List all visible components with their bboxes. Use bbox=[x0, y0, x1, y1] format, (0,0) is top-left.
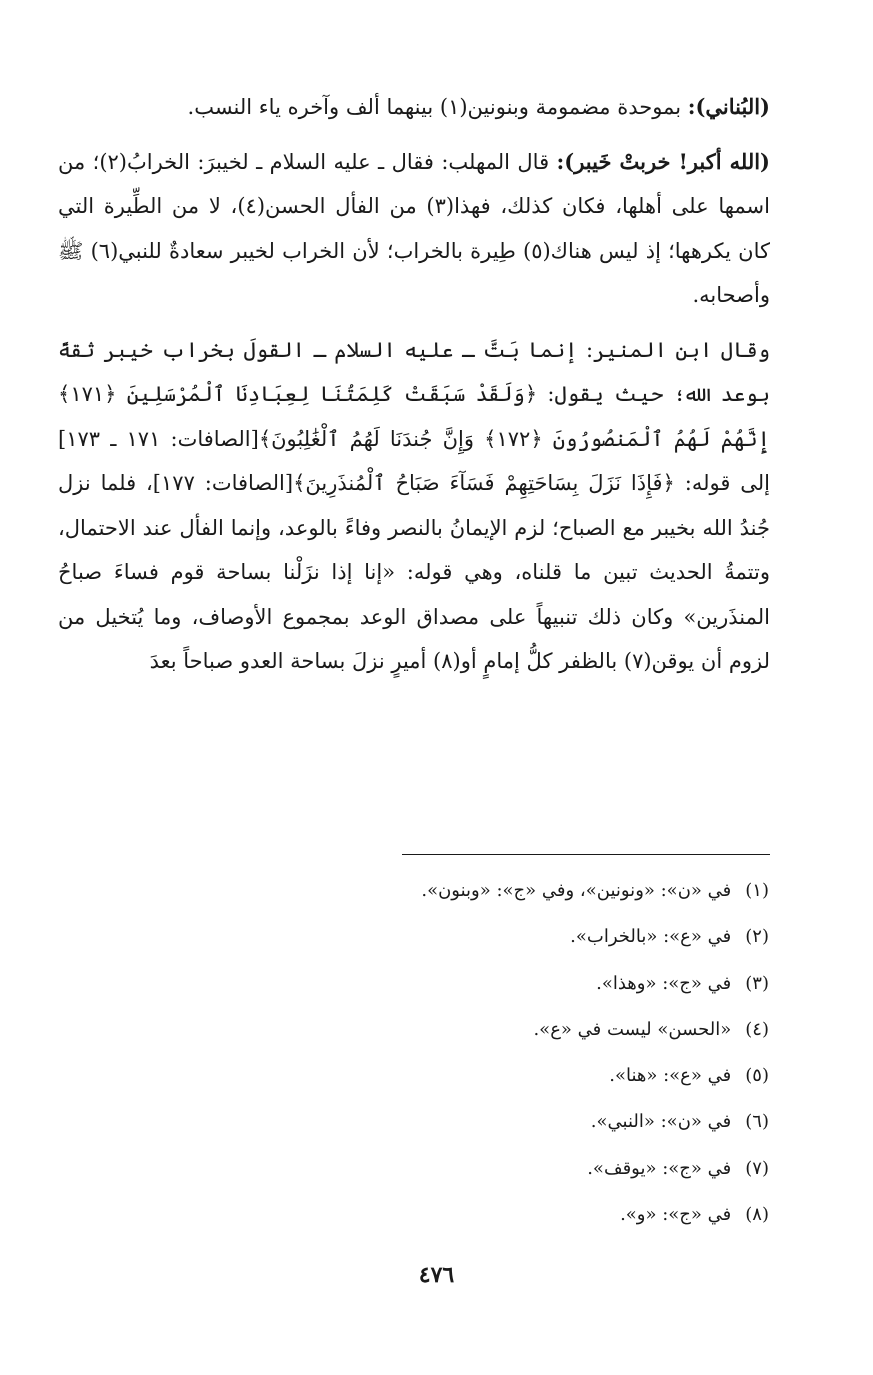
footnote-item bbox=[169, 914, 769, 960]
paragraph-lead: (البُناني): bbox=[687, 94, 770, 119]
footnote-number: (١) bbox=[745, 880, 769, 901]
footnote-text: «الحسن» ليست في «ع». bbox=[533, 1018, 732, 1040]
footnote-item bbox=[169, 1192, 769, 1238]
paragraph-ibn-almunir bbox=[58, 328, 770, 684]
footnote-divider bbox=[402, 854, 770, 855]
paragraph-lead: (الله أكبر! خربتْ خَيبر): bbox=[556, 148, 770, 174]
paragraph-text: قال المهلب: فقال ـ عليه السلام ـ لخيبرَ: الخرابُ(٢)؛ من اسمها على أهلها، فكان كذلك، فهذا(٣) من الفأل الحسن(٤)، لا من الطِّيرة التي كان يكرهها؛ إذ ليس هناك(٥) طِيرة بالخراب؛ لأن الخراب لخيبر سعادةٌ للنبي(٦) ﷺ وأصحابه. bbox=[58, 149, 770, 307]
paragraph-text: وقال ابن المنير: إنما بَتَّ ـ عليه السلام ـ القولَ بخراب خيبر ثقةً بوعد الله؛ حيث يقول: ﴿وَلَقَدْ سَبَقَتْ كَلِمَتُنَا لِعِبَادِنَا ٱلْمُرْسَلِينَ ﴿١٧١﴾ إِنَّهُمْ لَهُمُ ٱلْمَنصُورُونَ ﴿١٧٢﴾ وَإِنَّ جُندَنَا لَهُمُ ٱلْغَٰلِبُونَ﴾[الصافات: ١٧١ ـ ١٧٣] إلى قوله: ﴿فَإِذَا نَزَلَ بِسَاحَتِهِمْ فَسَآءَ صَبَاحُ ٱلْمُنذَرِينَ﴾[الصافات: ١٧٧]، فلما نزل جُندُ الله بخيبر مع الصباح؛ لزم الإيمانُ بالنصر وفاءً بالوعد، وإنما الفأل عند الاحتمال، وتتمةُ الحديث تبين ما قلناه، وهي قوله: «إنا إذا نزَلْنا بساحة قوم فساءَ صباحُ المنذَرين» وكان ذلك تنبيهاً على مصداق الوعد بمجموع الأوصاف، وما يُتخيل من لزوم أن يوقن(٧) بالظفر كلُّ إمامٍ أو(٨) أميرٍ نزلَ بساحة العدو صباحاً بعدَ bbox=[58, 337, 771, 673]
footnote-text: في «ج»: «وهذا». bbox=[596, 972, 732, 994]
footnote-item bbox=[169, 1146, 769, 1192]
paragraph-text: بموحدة مضمومة وبنونين(١) بينهما ألف وآخره ياء النسب. bbox=[187, 95, 688, 119]
footnote-text: في «ج»: «و». bbox=[620, 1204, 732, 1226]
footnote-item bbox=[169, 1053, 769, 1099]
footnote-item bbox=[169, 961, 769, 1007]
footnote-text: في «ع»: «هنا». bbox=[609, 1065, 732, 1087]
footnote-number: (٢) bbox=[745, 926, 769, 948]
footnote-number: (٧) bbox=[745, 1157, 769, 1179]
page-number: ٤٧٦ bbox=[418, 1262, 455, 1288]
footnote-number: (٣) bbox=[745, 972, 769, 994]
footnote-text: في «ن»: «ونونين»، وفي «ج»: «وبنون». bbox=[421, 880, 732, 901]
footnote-item bbox=[169, 1007, 769, 1053]
main-text bbox=[58, 85, 770, 694]
footnote-number: (٦) bbox=[745, 1111, 769, 1133]
footnote-number: (٥) bbox=[745, 1065, 769, 1087]
paragraph-khaybar bbox=[58, 140, 770, 318]
paragraph-albunani bbox=[58, 85, 770, 130]
footnote-number: (٤) bbox=[745, 1018, 769, 1040]
footnote-text: في «ع»: «بالخراب». bbox=[570, 926, 732, 948]
footnotes-list bbox=[169, 868, 769, 1238]
footnote-text: في «ن»: «النبي». bbox=[590, 1111, 732, 1133]
footnote-item bbox=[169, 868, 769, 914]
footnote-number: (٨) bbox=[745, 1204, 769, 1226]
footnote-item bbox=[169, 1099, 769, 1145]
footnote-text: في «ج»: «يوقف». bbox=[587, 1157, 732, 1179]
